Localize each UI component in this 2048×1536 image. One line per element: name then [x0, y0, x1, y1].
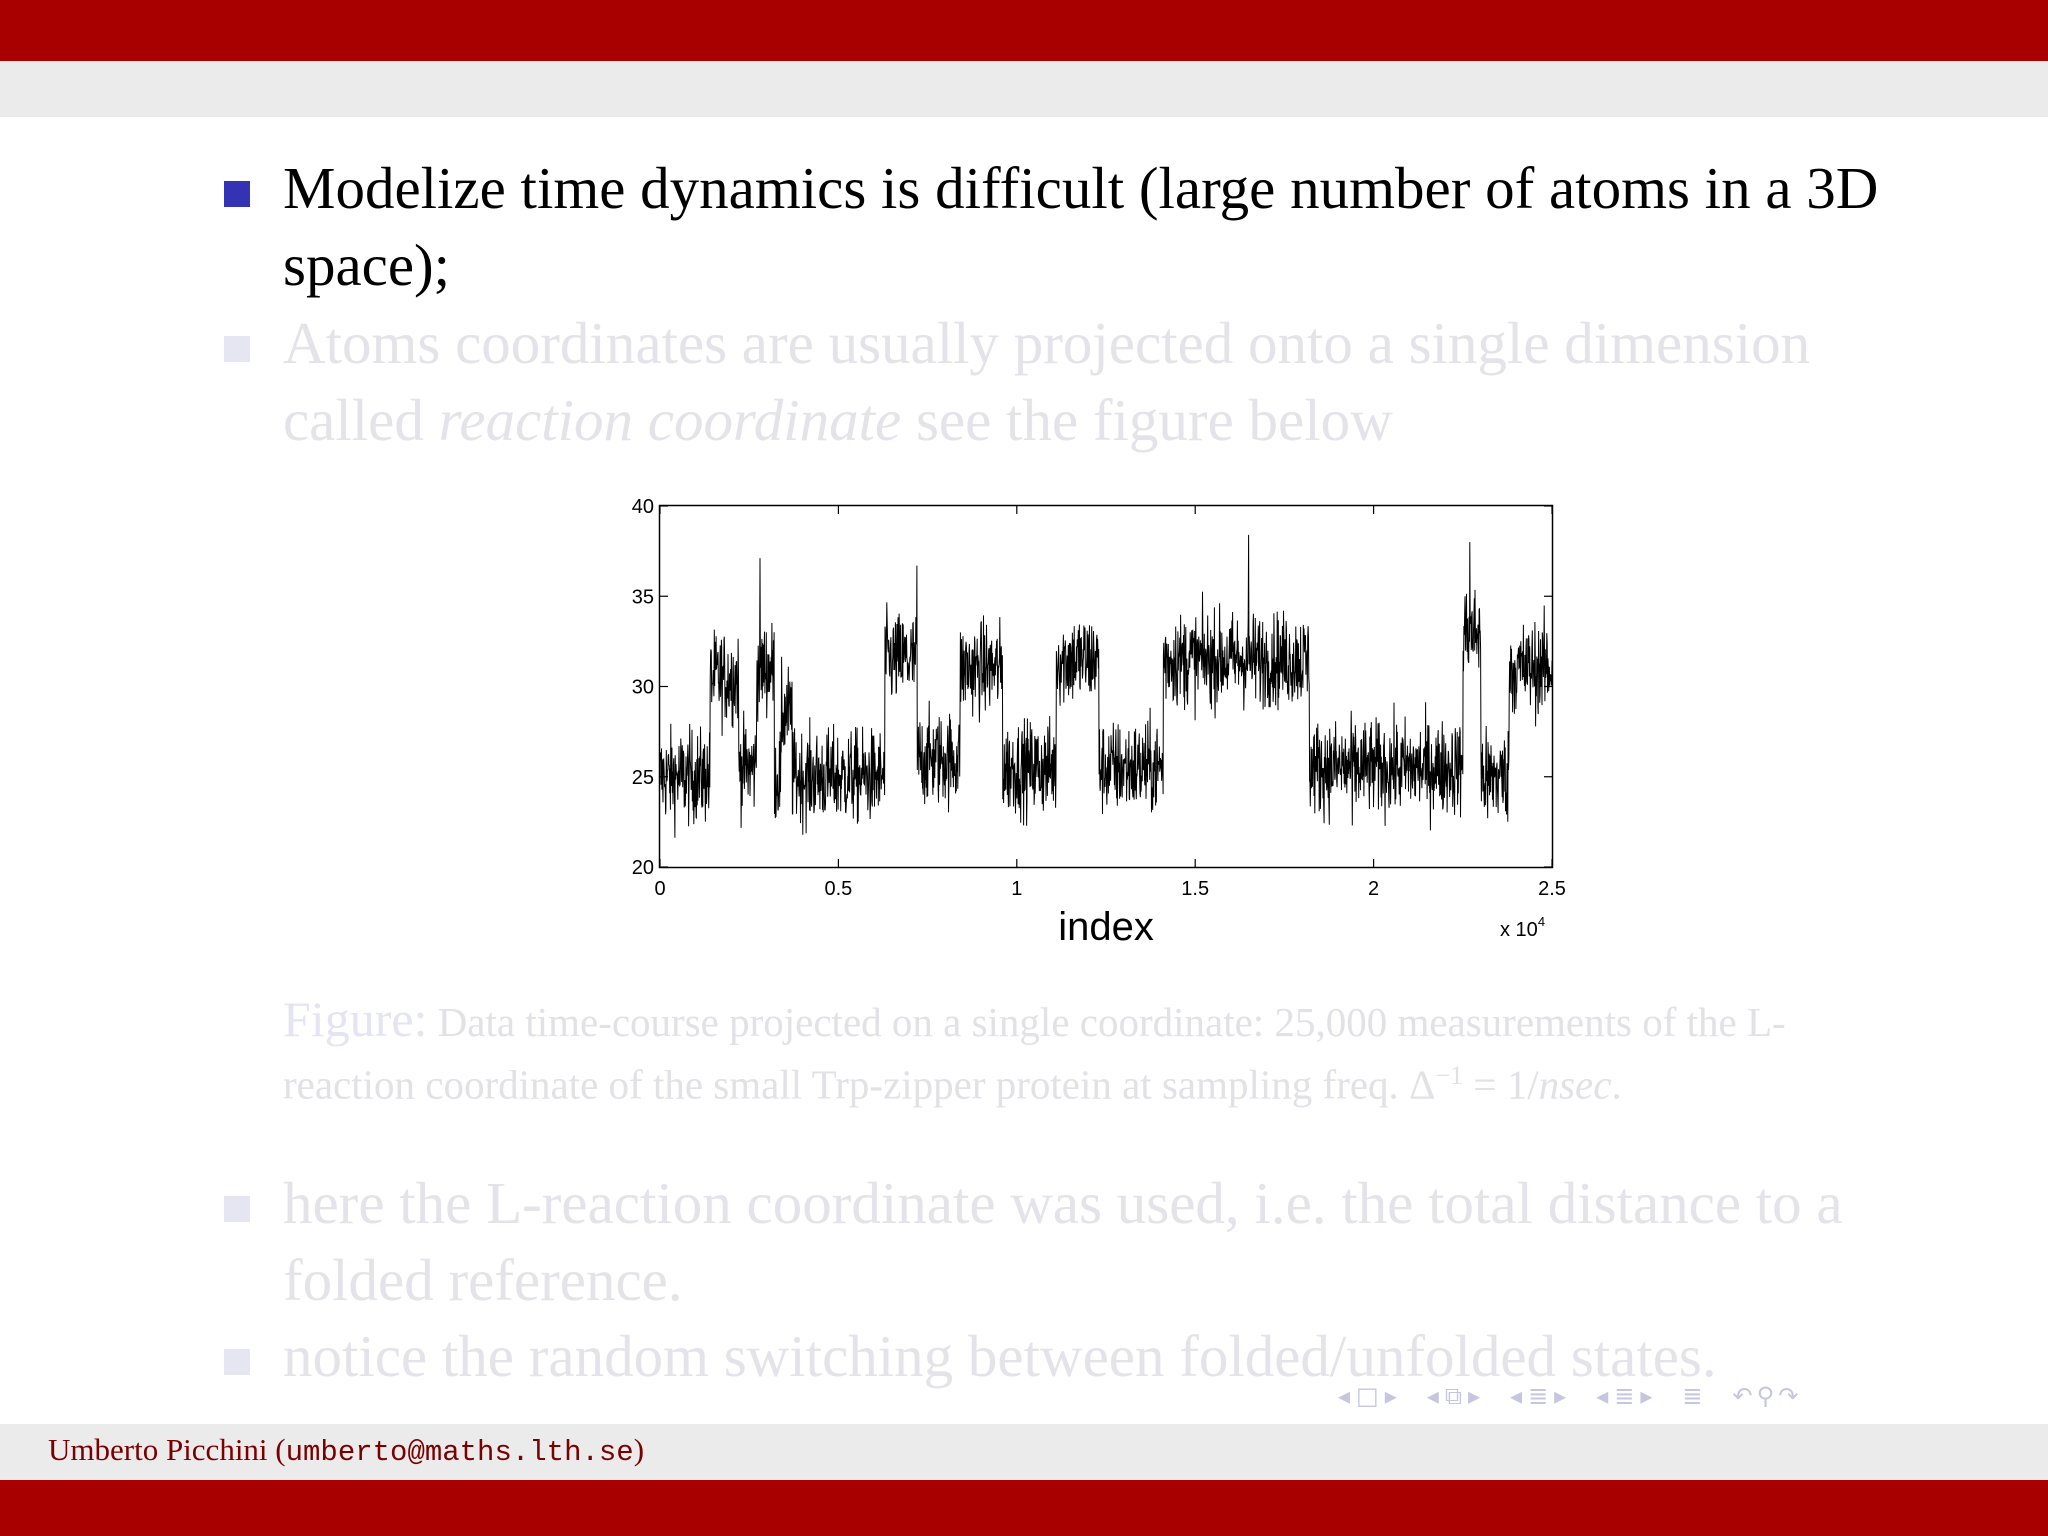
bullet-item-2-italic: reaction coordinate — [438, 387, 902, 453]
caption-equals: = 1/ — [1463, 1061, 1539, 1108]
footer-author-name: Umberto Picchini ( — [48, 1432, 286, 1467]
frame-icon[interactable]: □ — [1356, 1382, 1379, 1410]
bullet-item-4: notice the random switching between folded/unfolded states. — [283, 1323, 1717, 1389]
reaction-coordinate-chart — [600, 480, 1600, 960]
y-tick-label: 20 — [631, 857, 654, 879]
caption-unit: nsec — [1538, 1061, 1612, 1108]
bullet-marker — [224, 1196, 250, 1222]
x-multiplier-label — [1500, 914, 1545, 941]
subtitle-bar — [0, 61, 2048, 117]
back-icon[interactable]: ↶ — [1732, 1382, 1753, 1410]
footer-author — [48, 1432, 644, 1469]
arrow-left-icon[interactable]: ◂ — [1510, 1382, 1523, 1410]
x-tick-label: 0.5 — [824, 878, 853, 900]
bullet-marker — [224, 1349, 250, 1375]
bottom-bar — [0, 1480, 2048, 1536]
plot-frame — [660, 506, 1553, 868]
y-tick-label: 30 — [631, 676, 654, 699]
bullet-item-1: Modelize time dynamics is difficult (large number of atoms in a 3D space); — [283, 155, 1879, 298]
bullet-item-2 — [283, 305, 1903, 459]
section-icon[interactable]: ≣ — [1528, 1382, 1549, 1410]
bullet-marker — [224, 336, 250, 362]
search-icon[interactable]: ⚲ — [1756, 1382, 1775, 1410]
arrow-left-icon[interactable]: ◂ — [1338, 1382, 1351, 1410]
arrow-right-icon[interactable]: ▸ — [1384, 1382, 1397, 1410]
caption-label: Figure: — [283, 991, 428, 1047]
subsection-icon[interactable]: ⧉ — [1444, 1382, 1462, 1410]
series-line — [660, 535, 1552, 838]
x-multiplier-exponent: 4 — [1537, 914, 1546, 929]
footer-email[interactable]: umberto@maths.lth.se — [285, 1436, 634, 1469]
forward-icon[interactable]: ↷ — [1778, 1382, 1799, 1410]
bullet-item-2-text: Atoms coordinates are usually projected onto a single dimension called — [283, 310, 1811, 453]
y-tick-label: 40 — [631, 496, 654, 518]
caption-text: Data time-course projected on a single coordinate: 25,000 measurements of the L-reaction coordinate of the small Trp-zipper protein at sampling freq. Δ — [283, 999, 1786, 1108]
bullet-item-3: here the L-reaction coordinate was used, i.e. the total distance to a folded reference. — [283, 1170, 1843, 1313]
presentation-icon[interactable]: ≣ — [1614, 1382, 1635, 1410]
x-axis-label: index — [1058, 905, 1154, 949]
bullet-item-2-tail: see the figure below — [901, 387, 1393, 453]
arrow-left-icon[interactable]: ◂ — [1596, 1382, 1609, 1410]
footer-close: ) — [633, 1432, 645, 1467]
x-multiplier-base: x 10 — [1500, 919, 1538, 941]
bullet-marker — [224, 181, 250, 207]
x-tick-label: 2 — [1368, 878, 1380, 900]
title-bar — [0, 0, 2048, 61]
figure-caption — [283, 992, 1903, 1112]
x-tick-label: 1.5 — [1181, 878, 1210, 900]
x-tick-label: 0 — [654, 878, 666, 900]
arrow-left-icon[interactable]: ◂ — [1426, 1382, 1439, 1410]
x-tick-label: 2.5 — [1538, 878, 1566, 900]
caption-end: . — [1611, 1061, 1622, 1108]
arrow-right-icon[interactable]: ▸ — [1640, 1382, 1653, 1410]
arrow-right-icon[interactable]: ▸ — [1554, 1382, 1567, 1410]
arrow-right-icon[interactable]: ▸ — [1467, 1382, 1481, 1410]
y-tick-label: 25 — [631, 766, 654, 789]
navigation-bar — [1338, 1378, 1798, 1414]
series-group — [660, 535, 1552, 838]
caption-superscript: −1 — [1435, 1061, 1464, 1090]
align-icon[interactable]: ≣ — [1682, 1382, 1703, 1410]
y-tick-label: 35 — [631, 586, 654, 609]
x-tick-label: 1 — [1011, 878, 1023, 900]
